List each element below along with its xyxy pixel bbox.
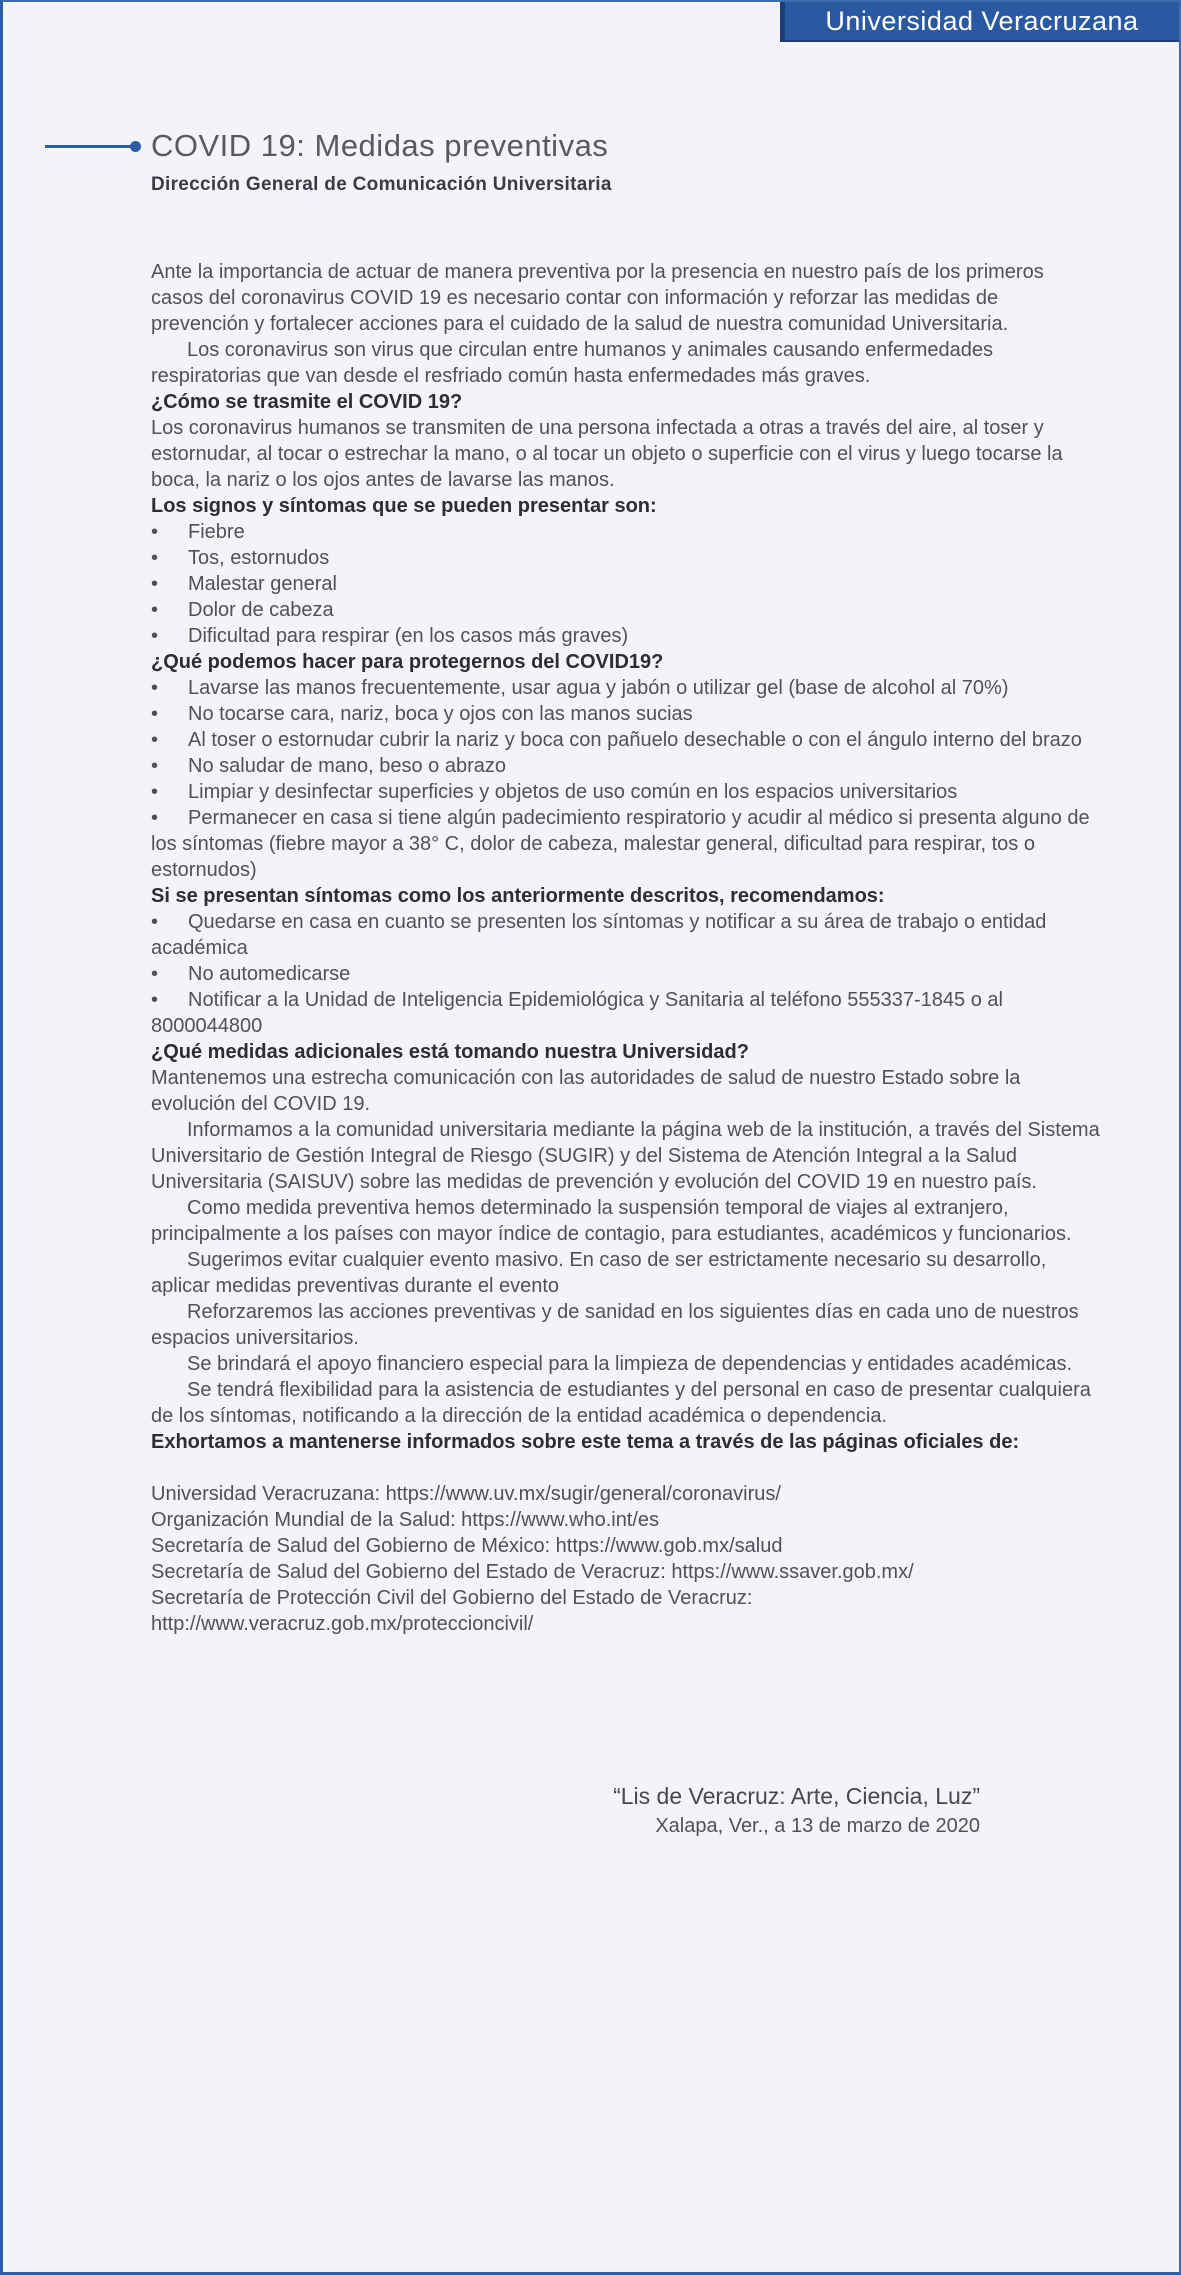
official-link-uv[interactable]: Universidad Veracruzana: https://www.uv.mx/sugir/general/coronavirus/ <box>151 1483 781 1505</box>
measures-paragraph: Reforzaremos las acciones preventivas y de sanidad en los siguientes días en cada uno de nuestros espacios universitarios. <box>151 1301 1079 1349</box>
official-link-ssaver[interactable]: Secretaría de Salud del Gobierno del Estado de Veracruz: https://www.ssaver.gob.mx/ <box>151 1561 914 1583</box>
list-item: • Tos, estornudos <box>151 545 1101 571</box>
measures-paragraph: Sugerimos evitar cualquier evento masivo. En caso de ser estrictamente necesario su desarrollo, aplicar medidas preventivas durante el evento <box>151 1249 1047 1297</box>
university-banner-label: Universidad Veracruzana <box>825 5 1139 36</box>
list-item: • Fiebre <box>151 519 1101 545</box>
list-item: • Al toser o estornudar cubrir la nariz y boca con pañuelo desechable o con el ángulo interno del brazo <box>151 727 1101 753</box>
university-banner <box>780 2 1179 42</box>
measures-paragraph: Se brindará el apoyo financiero especial para la limpieza de dependencias y entidades académicas. <box>187 1353 1072 1375</box>
title-block <box>45 124 1179 168</box>
footer-dateline: Xalapa, Ver., a 13 de marzo de 2020 <box>655 1815 980 1837</box>
intro-paragraph-1: Ante la importancia de actuar de manera preventiva por la presencia en nuestro país de los primeros casos del coronavirus COVID 19 es necesario contar con información y reforzar las medidas de prevención y fortalecer acciones para el cuidado de la salud de nuestra comunidad Universitaria. <box>151 261 1044 335</box>
measures-paragraph: Como medida preventiva hemos determinado la suspensión temporal de viajes al extranjero, principalmente a los países con mayor índice de contagio, para estudiantes, académicos y funcionarios. <box>151 1197 1072 1245</box>
official-link-proteccion-civil-url[interactable]: http://www.veracruz.gob.mx/proteccioncivil/ <box>151 1613 534 1635</box>
title-accent-dot <box>130 141 141 152</box>
official-links <box>151 1481 1101 1637</box>
section-heading-protection: ¿Qué podemos hacer para protegernos del COVID19? <box>151 651 664 673</box>
list-item: • Quedarse en casa en cuanto se presenten los síntomas y notificar a su área de trabajo o entidad académica <box>151 909 1101 961</box>
page-subtitle: Dirección General de Comunicación Universitaria <box>151 174 612 195</box>
official-link-who[interactable]: Organización Mundial de la Salud: https://www.who.int/es <box>151 1509 660 1531</box>
section-heading-transmission: ¿Cómo se trasmite el COVID 19? <box>151 391 463 413</box>
list-item: • No saludar de mano, beso o abrazo <box>151 753 1101 779</box>
official-link-gob-mx[interactable]: Secretaría de Salud del Gobierno de México: https://www.gob.mx/salud <box>151 1535 783 1557</box>
section-heading-symptoms: Los signos y síntomas que se pueden presentar son: <box>151 495 657 517</box>
list-item: • No automedicarse <box>151 961 1101 987</box>
document-footer <box>151 1781 1101 1841</box>
footer-motto: “Lis de Veracruz: Arte, Ciencia, Luz” <box>613 1783 980 1809</box>
symptoms-list <box>151 519 1101 649</box>
protection-list <box>151 675 1101 883</box>
document-body <box>151 259 1101 1841</box>
measures-paragraph: Mantenemos una estrecha comunicación con las autoridades de salud de nuestro Estado sobre la evolución del COVID 19. <box>151 1067 1021 1115</box>
list-item: • Permanecer en casa si tiene algún padecimiento respiratorio y acudir al médico si presenta alguno de los síntomas (fiebre mayor a 38° C, dolor de cabeza, malestar general, dificultad para respirar, tos o estornudos) <box>151 805 1101 883</box>
title-accent-line <box>45 145 131 148</box>
official-link-proteccion-civil-label: Secretaría de Protección Civil del Gobierno del Estado de Veracruz: <box>151 1587 753 1609</box>
page-title: COVID 19: Medidas preventivas <box>151 128 609 163</box>
intro-paragraph-2: Los coronavirus son virus que circulan entre humanos y animales causando enfermedades respiratorias que van desde el resfriado común hasta enfermedades más graves. <box>151 339 994 387</box>
measures-paragraph: Se tendrá flexibilidad para la asistencia de estudiantes y del personal en caso de presentar cualquiera de los síntomas, notificando a la dirección de la entidad académica o dependencia. <box>151 1379 1091 1427</box>
section-heading-measures: ¿Qué medidas adicionales está tomando nuestra Universidad? <box>151 1041 749 1063</box>
list-item: • Lavarse las manos frecuentemente, usar agua y jabón o utilizar gel (base de alcohol al 70%) <box>151 675 1101 701</box>
list-item: • Dificultad para respirar (en los casos más graves) <box>151 623 1101 649</box>
list-item: • Malestar general <box>151 571 1101 597</box>
recommendations-list <box>151 909 1101 1039</box>
section-heading-stay-informed: Exhortamos a mantenerse informados sobre este tema a través de las páginas oficiales de: <box>151 1431 1020 1453</box>
list-item: • Limpiar y desinfectar superficies y objetos de uso común en los espacios universitarios <box>151 779 1101 805</box>
measures-paragraph: Informamos a la comunidad universitaria mediante la página web de la institución, a través del Sistema Universitario de Gestión Integral de Riesgo (SUGIR) y del Sistema de Atención Integral a la Salud Universitaria (SAISUV) sobre las medidas de prevención y evolución del COVID 19 en nuestro país. <box>151 1119 1100 1193</box>
transmission-paragraph: Los coronavirus humanos se transmiten de una persona infectada a otras a través del aire, al toser y estornudar, al tocar o estrechar la mano, o al tocar un objeto o superficie con el virus y luego tocarse la boca, la nariz o los ojos antes de lavarse las manos. <box>151 417 1063 491</box>
section-heading-recommendations: Si se presentan síntomas como los anteriormente descritos, recomendamos: <box>151 885 885 907</box>
list-item: • Dolor de cabeza <box>151 597 1101 623</box>
list-item: • Notificar a la Unidad de Inteligencia Epidemiológica y Sanitaria al teléfono 555337-1845 o al 8000044800 <box>151 987 1101 1039</box>
list-item: • No tocarse cara, nariz, boca y ojos con las manos sucias <box>151 701 1101 727</box>
